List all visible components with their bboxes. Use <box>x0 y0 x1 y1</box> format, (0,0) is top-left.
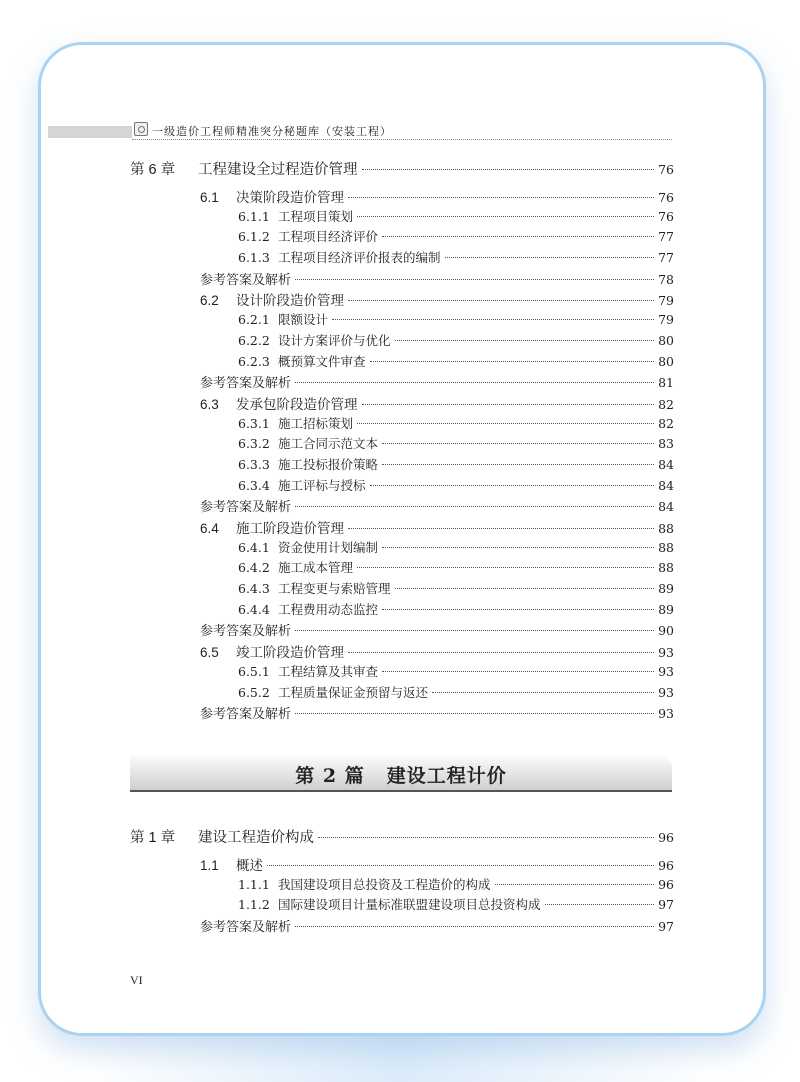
table-of-contents-part2 <box>130 826 674 937</box>
toc-entry-number: 1.1.1 <box>238 876 270 892</box>
toc-entry-page: 80 <box>658 332 674 348</box>
toc-entry-label <box>238 600 378 618</box>
leader-dots <box>432 692 654 693</box>
toc-entry-title: 参考答案及解析 <box>200 623 292 639</box>
toc-entry-label <box>200 496 291 515</box>
toc-entry-sub <box>130 455 674 476</box>
running-header <box>48 124 672 138</box>
toc-entry-label <box>200 372 291 391</box>
toc-entry-label <box>200 641 344 661</box>
toc-entry-title: 我国建设项目总投资及工程造价的构成 <box>278 876 491 892</box>
toc-entry-sub <box>130 875 674 896</box>
toc-entry-title: 竣工阶段造价管理 <box>236 645 344 661</box>
toc-entry-title: 工程项目策划 <box>278 208 354 224</box>
leader-dots <box>370 485 655 486</box>
leader-dots <box>295 630 654 631</box>
toc-entry-sub <box>130 414 674 435</box>
toc-entry-page: 88 <box>658 560 674 576</box>
toc-entry-label <box>200 517 344 537</box>
toc-entry-title: 工程质量保证金预留与返还 <box>278 684 429 700</box>
toc-entry-page: 76 <box>658 162 674 177</box>
toc-entry-number: 1.1 <box>200 858 219 873</box>
toc-entry-answer <box>130 372 674 393</box>
leader-dots <box>382 236 654 237</box>
toc-entry-sub <box>130 558 674 579</box>
header-rule <box>132 139 672 140</box>
toc-entry-sub <box>130 207 674 228</box>
toc-entry-title: 国际建设项目计量标准联盟建设项目总投资构成 <box>278 897 541 913</box>
toc-entry-page: 79 <box>658 293 674 309</box>
leader-dots <box>267 865 654 866</box>
toc-entry-title: 施工投标报价策略 <box>278 456 379 472</box>
toc-entry-label <box>238 331 391 349</box>
toc-entry-number: 6.3 <box>200 396 219 412</box>
toc-entry-label <box>200 620 291 639</box>
toc-entry-label <box>200 393 358 413</box>
part-banner <box>130 756 672 792</box>
toc-entry-page: 88 <box>658 521 674 536</box>
toc-entry-label <box>200 269 291 288</box>
toc-entry-title: 资金使用计划编制 <box>278 539 379 555</box>
toc-entry-sub <box>130 310 674 331</box>
part-title: 建设工程计价 <box>386 765 507 787</box>
toc-entry-number: 6.1 <box>200 190 219 205</box>
toc-entry-label <box>238 434 378 452</box>
toc-entry-answer <box>130 703 674 724</box>
book-icon <box>134 122 148 136</box>
toc-entry-title: 施工合同示范文本 <box>278 436 379 452</box>
toc-entry-label <box>200 703 291 722</box>
leader-dots <box>362 404 655 405</box>
toc-entry-page: 93 <box>658 663 674 679</box>
leader-dots <box>295 382 654 383</box>
toc-entry-page: 84 <box>658 456 674 472</box>
toc-entry-sub <box>130 476 674 497</box>
toc-entry-page: 90 <box>658 623 674 639</box>
toc-entry-section <box>130 393 674 414</box>
toc-entry-page: 77 <box>658 229 674 245</box>
toc-entry-number: 6.2.1 <box>238 312 270 328</box>
toc-entry-sub <box>130 331 674 352</box>
toc-entry-sub <box>130 600 674 621</box>
toc-entry-label <box>238 895 541 913</box>
toc-entry-title: 工程项目经济评价报表的编制 <box>278 250 441 266</box>
part-number: 第 2 篇 <box>295 765 365 787</box>
toc-entry-title: 概述 <box>236 858 263 873</box>
toc-entry-title: 设计阶段造价管理 <box>236 293 344 309</box>
toc-entry-page: 76 <box>658 190 674 205</box>
toc-entry-number: 6.2.2 <box>238 332 270 348</box>
toc-entry-title: 施工招标策划 <box>278 415 354 431</box>
toc-entry-label <box>130 826 314 847</box>
toc-entry-answer <box>130 916 674 937</box>
leader-dots <box>395 588 655 589</box>
toc-entry-page: 88 <box>658 539 674 555</box>
toc-entry-page: 89 <box>658 601 674 617</box>
toc-entry-chapter <box>130 158 674 180</box>
toc-entry-answer <box>130 496 674 517</box>
toc-entry-sub <box>130 434 674 455</box>
toc-entry-label <box>238 875 491 893</box>
leader-dots <box>382 443 654 444</box>
toc-entry-number: 6.3.1 <box>238 415 270 431</box>
leader-dots <box>348 528 654 529</box>
toc-entry-number: 6.4.2 <box>238 560 270 576</box>
leader-dots <box>545 904 655 905</box>
toc-entry-page: 81 <box>658 375 674 391</box>
toc-entry-title: 发承包阶段造价管理 <box>236 396 358 412</box>
toc-entry-label <box>238 207 353 225</box>
toc-entry-title: 参考答案及解析 <box>200 919 292 935</box>
leader-dots <box>382 671 654 672</box>
leader-dots <box>348 652 654 653</box>
toc-entry-title: 工程建设全过程造价管理 <box>198 162 358 178</box>
toc-entry-title: 参考答案及解析 <box>200 375 292 391</box>
header-title: 一级造价工程师精准突分秘题库（安装工程） <box>152 125 392 138</box>
leader-dots <box>495 884 655 885</box>
leader-dots <box>445 257 655 258</box>
toc-entry-page: 82 <box>658 396 674 412</box>
toc-entry-page: 97 <box>658 897 674 913</box>
toc-entry-page: 89 <box>658 581 674 597</box>
toc-entry-label <box>238 227 378 245</box>
toc-entry-page: 93 <box>658 706 674 722</box>
leader-dots <box>382 609 654 610</box>
toc-entry-page: 96 <box>658 830 674 845</box>
toc-entry-title: 参考答案及解析 <box>200 499 292 515</box>
toc-entry-number: 6.1.1 <box>238 208 270 224</box>
leader-dots <box>395 340 655 341</box>
toc-entry-label <box>238 414 353 432</box>
toc-entry-sub <box>130 662 674 683</box>
leader-dots <box>348 300 654 301</box>
toc-entry-number: 6.5.2 <box>238 684 270 700</box>
page-number: VI <box>130 973 143 987</box>
leader-dots <box>370 361 655 362</box>
toc-entry-number: 6.3.3 <box>238 456 270 472</box>
toc-entry-title: 决策阶段造价管理 <box>236 190 344 205</box>
leader-dots <box>348 197 654 198</box>
toc-entry-number: 6.4.1 <box>238 539 270 555</box>
toc-entry-number: 6.4.4 <box>238 601 270 617</box>
toc-entry-number: 第 1 章 <box>130 830 176 846</box>
toc-entry-title: 施工阶段造价管理 <box>236 521 344 536</box>
toc-entry-sub <box>130 248 674 269</box>
table-of-contents-part1 <box>130 158 674 724</box>
toc-entry-label <box>238 476 366 494</box>
toc-entry-page: 96 <box>658 858 674 873</box>
toc-entry-label <box>200 854 263 874</box>
toc-entry-number: 6.4 <box>200 521 219 536</box>
toc-entry-page: 93 <box>658 645 674 661</box>
toc-entry-page: 77 <box>658 250 674 266</box>
toc-entry-answer <box>130 620 674 641</box>
toc-entry-number: 6.3.4 <box>238 477 270 493</box>
toc-entry-section <box>130 641 674 662</box>
leader-dots <box>295 506 654 507</box>
toc-entry-title: 限额设计 <box>278 312 329 328</box>
toc-entry-answer <box>130 269 674 290</box>
toc-entry-title: 工程变更与索赔管理 <box>278 581 391 597</box>
toc-entry-number: 6.4.3 <box>238 581 270 597</box>
leader-dots <box>382 547 654 548</box>
toc-entry-label <box>238 455 378 473</box>
part-heading <box>130 761 672 788</box>
toc-entry-number: 第 6 章 <box>130 162 176 178</box>
toc-entry-label <box>238 579 391 597</box>
toc-entry-page: 97 <box>658 919 674 935</box>
toc-entry-title: 参考答案及解析 <box>200 271 292 287</box>
leader-dots <box>332 319 654 320</box>
toc-entry-sub <box>130 352 674 373</box>
toc-entry-label <box>200 186 344 206</box>
toc-entry-label <box>200 289 344 309</box>
toc-entry-number: 6.1.2 <box>238 229 270 245</box>
leader-dots <box>357 567 654 568</box>
leader-dots <box>318 837 654 838</box>
toc-entry-sub <box>130 683 674 704</box>
toc-entry-title: 设计方案评价与优化 <box>278 332 391 348</box>
toc-entry-label <box>238 558 353 576</box>
toc-entry-number: 6.5.1 <box>238 663 270 679</box>
toc-entry-title: 工程费用动态监控 <box>278 601 379 617</box>
toc-entry-sub <box>130 895 674 916</box>
toc-entry-page: 84 <box>658 499 674 515</box>
toc-entry-label <box>200 916 291 935</box>
toc-entry-section <box>130 186 674 207</box>
toc-entry-label <box>238 683 428 701</box>
toc-entry-label <box>238 352 366 370</box>
leader-dots <box>362 169 655 170</box>
toc-entry-sub <box>130 227 674 248</box>
toc-entry-page: 78 <box>658 271 674 287</box>
toc-entry-title: 概预算文件审查 <box>278 353 366 369</box>
toc-entry-title: 参考答案及解析 <box>200 706 292 722</box>
leader-dots <box>295 926 654 927</box>
leader-dots <box>295 279 654 280</box>
toc-entry-page: 79 <box>658 312 674 328</box>
toc-entry-number: 6.1.3 <box>238 250 270 266</box>
toc-entry-number: 1.1.2 <box>238 897 270 913</box>
leader-dots <box>357 216 654 217</box>
toc-entry-sub <box>130 579 674 600</box>
toc-entry-number: 6.5 <box>200 645 219 661</box>
toc-entry-label <box>238 248 441 266</box>
toc-entry-title: 施工评标与授标 <box>278 477 366 493</box>
toc-entry-page: 76 <box>658 208 674 224</box>
toc-entry-title: 施工成本管理 <box>278 560 354 576</box>
toc-entry-title: 工程结算及其审查 <box>278 663 379 679</box>
leader-dots <box>357 423 654 424</box>
toc-entry-title: 建设工程造价构成 <box>198 830 314 846</box>
leader-dots <box>295 713 654 714</box>
leader-dots <box>382 464 654 465</box>
toc-entry-number: 6.2 <box>200 293 219 309</box>
header-bar <box>48 126 132 138</box>
toc-entry-page: 82 <box>658 415 674 431</box>
toc-entry-number: 6.2.3 <box>238 353 270 369</box>
toc-entry-page: 83 <box>658 436 674 452</box>
toc-entry-page: 93 <box>658 684 674 700</box>
toc-entry-page: 96 <box>658 876 674 892</box>
toc-entry-label <box>238 310 328 328</box>
toc-entry-label <box>238 662 378 680</box>
toc-entry-sub <box>130 538 674 559</box>
toc-entry-page: 84 <box>658 477 674 493</box>
toc-entry-section <box>130 517 674 538</box>
toc-entry-label <box>238 538 378 556</box>
toc-entry-title: 工程项目经济评价 <box>278 229 379 245</box>
toc-entry-chapter <box>130 826 674 848</box>
toc-entry-section <box>130 289 674 310</box>
toc-entry-page: 80 <box>658 353 674 369</box>
toc-entry-section <box>130 854 674 875</box>
toc-entry-number: 6.3.2 <box>238 436 270 452</box>
toc-entry-label <box>130 158 358 179</box>
